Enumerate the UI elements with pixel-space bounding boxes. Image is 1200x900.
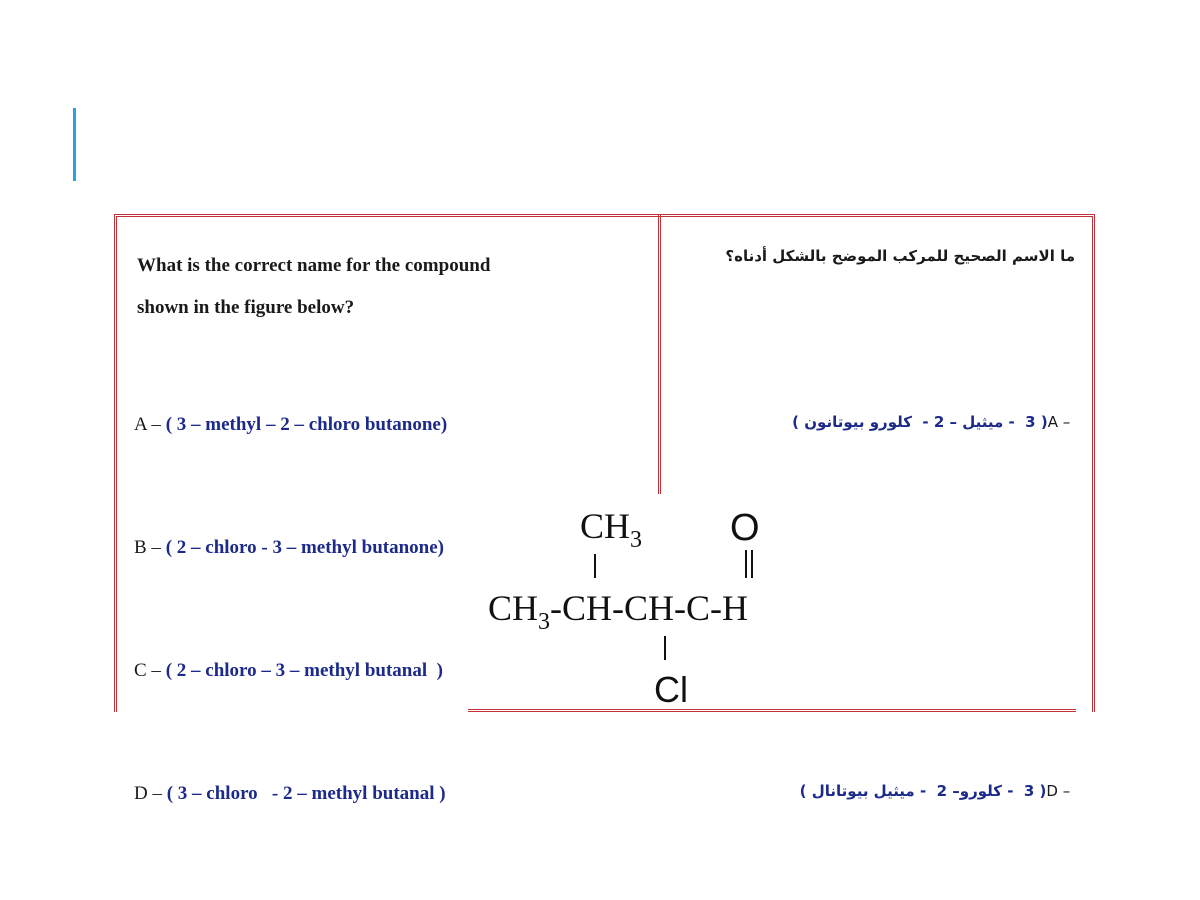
option-letter: A – (1047, 413, 1075, 431)
english-options-list (134, 322, 447, 855)
option-letter: A – (134, 414, 166, 435)
english-option-a (134, 404, 447, 445)
arabic-option-a (792, 402, 1075, 443)
chain-remainder: -CH-CH-C-H (550, 588, 748, 628)
option-letter: B – (134, 537, 166, 558)
english-option-b (134, 527, 447, 568)
option-text: ( 3 - كلورو– 2 - ميثيل بيوتانال ) (799, 782, 1047, 800)
english-option-c (134, 650, 447, 691)
option-text: ( 3 – methyl – 2 – chloro butanone) (165, 414, 448, 435)
top-methyl-ch: CH (580, 506, 631, 546)
chlorine-atom: Cl (654, 669, 688, 708)
slide-accent-bar (73, 108, 76, 181)
main-chain (488, 588, 748, 635)
option-text: ( 3 – chloro - 2 – methyl butanal ) (166, 783, 446, 804)
option-text: ( 2 – chloro - 3 – methyl butanone) (165, 537, 444, 558)
english-option-d (134, 773, 447, 814)
english-question-line-2: shown in the figure below? (137, 297, 355, 318)
chain-methyl-ch: CH (488, 588, 539, 628)
english-question (137, 245, 647, 329)
arabic-question: ما الاسم الصحيح للمركب الموضح بالشكل أدناه؟ (725, 247, 1075, 265)
option-text: ( 3 - ميثيل – 2 - كلورو بيوتانون ) (792, 413, 1048, 431)
option-letter: C – (134, 660, 166, 681)
option-letter: D – (1046, 782, 1075, 800)
structural-formula (468, 494, 1088, 708)
top-methyl-subscript: 3 (630, 527, 643, 553)
option-text: ( 2 – chloro – 3 – methyl butanal ) (165, 660, 443, 681)
arabic-option-d (792, 771, 1075, 812)
option-letter: D – (134, 783, 167, 804)
english-question-line-1: What is the correct name for the compound (137, 255, 491, 276)
oxygen-atom: O (730, 507, 760, 549)
chain-methyl-subscript: 3 (538, 609, 551, 635)
structural-formula-svg (468, 494, 1088, 708)
top-methyl-group (580, 506, 642, 553)
